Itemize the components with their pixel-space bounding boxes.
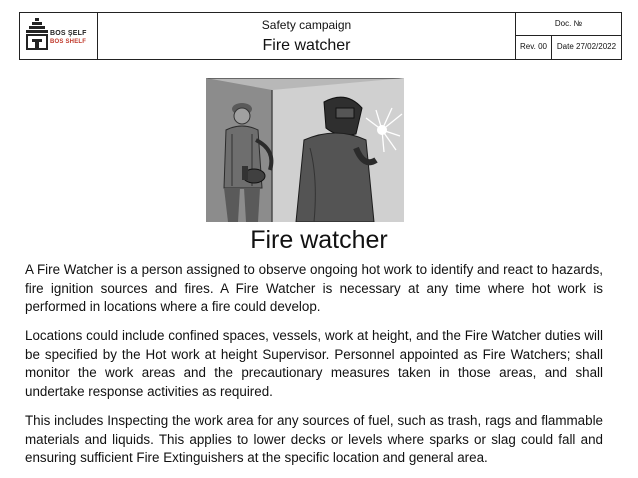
date-label: Date 27/02/2022 [556, 42, 617, 51]
logo [20, 13, 98, 59]
campaign-label: Safety campaign [261, 18, 352, 32]
doc-number-cell [516, 13, 621, 36]
doc-number-label: Doc. № [554, 19, 583, 28]
company-logo-icon [26, 18, 48, 52]
revision-label: Rev. 00 [520, 42, 547, 51]
document-header [19, 12, 622, 60]
date-cell [552, 36, 621, 59]
logo-text-secondary: BOS SHELF [50, 39, 87, 45]
fire-watcher-welding-illustration [206, 78, 404, 222]
page-title: Fire watcher [250, 226, 388, 254]
logo-text-primary: BOS ŞELF [50, 30, 87, 37]
header-title-cell [98, 13, 516, 59]
paragraph-locations: Locations could include confined spaces, vessels, work at height, and the Fire Watcher duties will be specified by the Hot work at height Supervisor. Personnel appointed as Fire Watchers; shall monitor the work areas and the precautionary measures taken in those areas, and shall undertake response activities as required. [25, 328, 603, 399]
paragraph-inspection: This includes Inspecting the work area for any sources of fuel, such as trash, rags and flammable materials and liquids. This applies to lower decks or levels where sparks or slag could fall and ensuring sufficient Fire Extinguishers at the specific location and general area. [25, 413, 603, 465]
revision-cell [516, 36, 552, 59]
paragraph-definition: A Fire Watcher is a person assigned to observe ongoing hot work to identify and react to hazards, fire ignition sources and fires. A Fire Watcher is necessary at any time where hot work is performed in locations where a fire could develop. [25, 262, 603, 314]
header-document-title: Fire watcher [262, 37, 351, 54]
